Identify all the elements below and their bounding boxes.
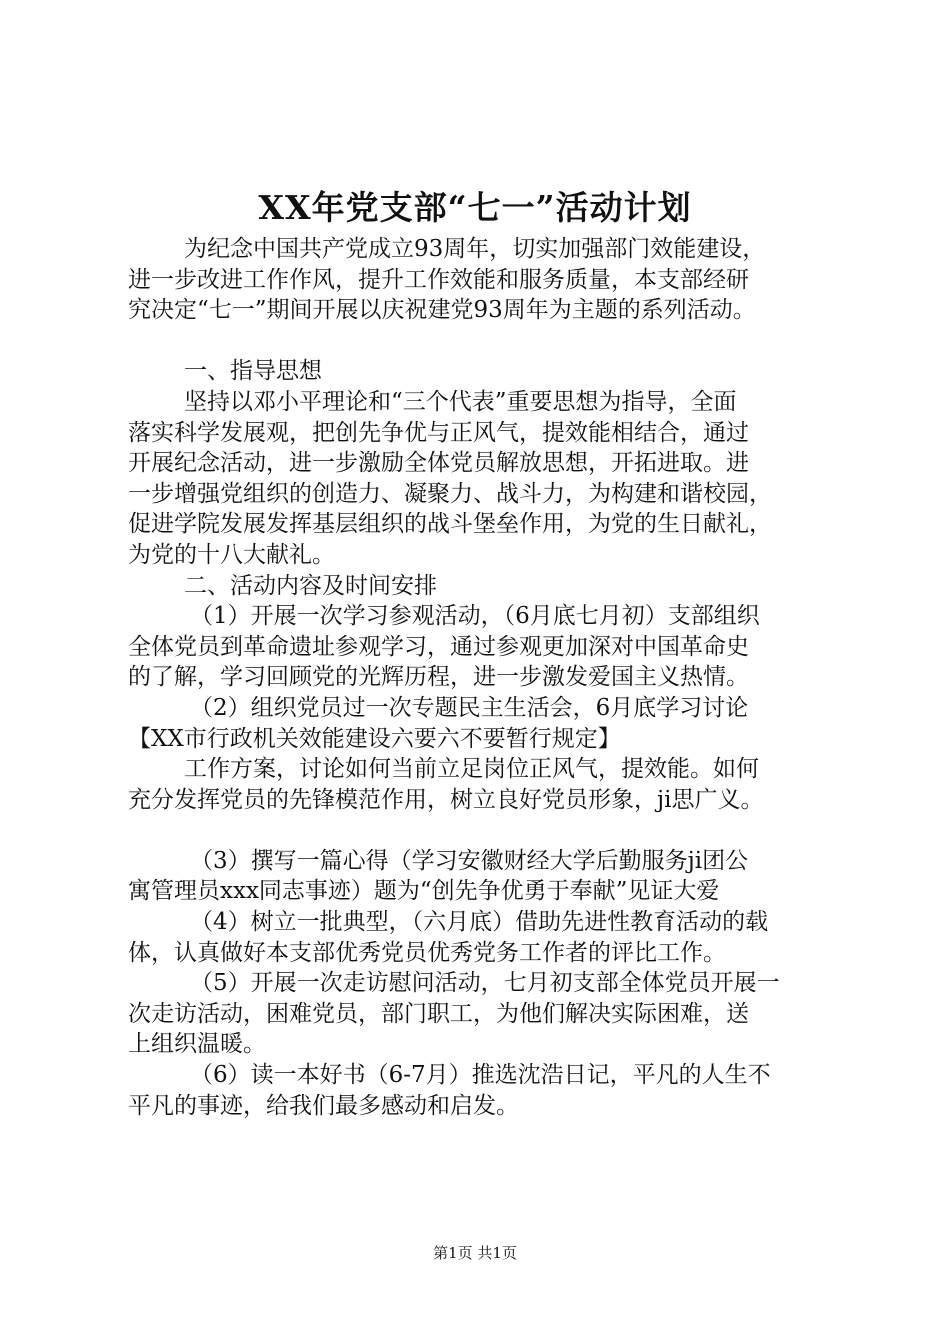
paragraph-line: 坚持以邓小平理论和“三个代表”重要思想为指导，全面 [184, 388, 737, 415]
paragraph-line: （6）读一本好书（6-7月）推选沈浩日记，平凡的人生不 [190, 1062, 771, 1089]
section-heading: 一、指导思想 [184, 358, 322, 385]
section-heading: 二、活动内容及时间安排 [184, 572, 437, 599]
paragraph-line: （3）撰写一篇心得（学习安徽财经大学后勤服务ji团公 [190, 847, 749, 874]
paragraph-line: （1）开展一次学习参观活动，（6月底七月初）支部组织 [190, 603, 760, 630]
paragraph-line: 寓管理员xxx同志事迹）题为“创先争优勇于奉献”见证大爱 [128, 878, 720, 905]
paragraph-line: 平凡的事迹，给我们最多感动和启发。 [128, 1092, 519, 1119]
page-footer: 第1页 共1页 [433, 1244, 517, 1262]
paragraph-line: 为党的十八大献礼。 [128, 541, 335, 568]
paragraph-line: 工作方案，讨论如何当前立足岗位正风气，提效能。如何 [184, 756, 759, 783]
intro-line: 究决定“七一”期间开展以庆祝建党93周年为主题的系列活动。 [128, 297, 756, 324]
paragraph-line: 上组织温暖。 [128, 1031, 266, 1058]
document-body [128, 234, 828, 1121]
document-title: XX年党支部“七一”活动计划 [258, 188, 692, 227]
paragraph-line: 充分发挥党员的先锋模范作用，树立良好党员形象，ji思广义。 [128, 786, 764, 813]
paragraph-line: 一步增强党组织的创造力、凝聚力、战斗力，为构建和谐校园， [128, 480, 772, 507]
paragraph-line: 【XX市行政机关效能建设六要六不要暂行规定】 [128, 725, 621, 752]
intro-line: 进一步改进工作作风，提升工作效能和服务质量，本支部经研 [128, 266, 749, 293]
paragraph-line: （5）开展一次走访慰问活动，七月初支部全体党员开展一 [190, 970, 780, 997]
paragraph-line: （4）树立一批典型，（六月底）借助先进性教育活动的载 [190, 909, 769, 936]
paragraph-line: 的了解，学习回顾党的光辉历程，进一步激发爱国主义热情。 [128, 664, 749, 691]
paragraph-line: 全体党员到革命遗址参观学习，通过参观更加深对中国革命史 [128, 633, 749, 660]
paragraph-line: 开展纪念活动，进一步激励全体党员解放思想，开拓进取。进 [128, 450, 749, 477]
intro-line: 为纪念中国共产党成立93周年，切实加强部门效能建设， [184, 236, 766, 262]
blank-line [128, 815, 828, 846]
paragraph-line: 次走访活动，困难党员，部门职工，为他们解决实际困难，送 [128, 1000, 749, 1027]
paragraph-line: 促进学院发展发挥基层组织的战斗堡垒作用，为党的生日献礼， [128, 511, 772, 538]
paragraph-line: 落实科学发展观，把创先争优与正风气，提效能相结合，通过 [128, 419, 749, 446]
blank-line [128, 326, 828, 357]
paragraph-line: 体，认真做好本支部优秀党员优秀党务工作者的评比工作。 [128, 939, 726, 966]
paragraph-line: （2）组织党员过一次专题民主生活会，6月底学习讨论 [190, 694, 749, 721]
